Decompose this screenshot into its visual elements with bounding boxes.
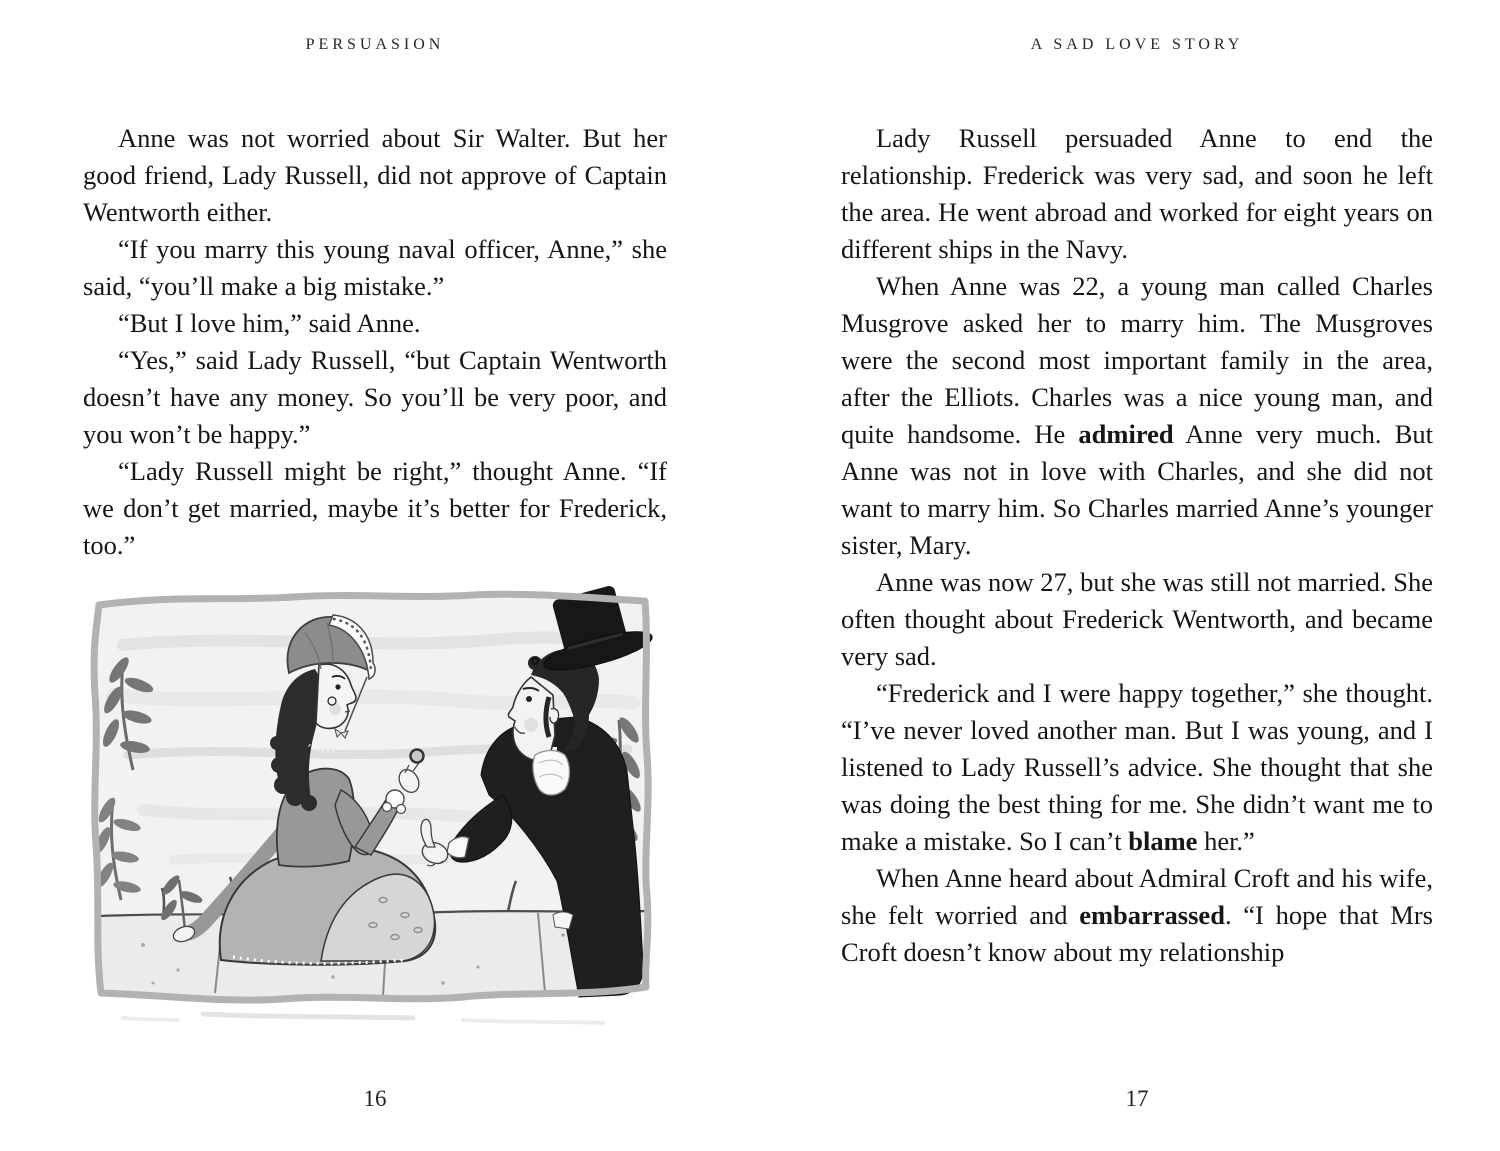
right-page [841, 0, 1433, 1151]
right-page-text [841, 120, 1433, 971]
left-page-text [83, 120, 667, 564]
text-segment: “Frederick and I were happy together,” she thought. “I’ve never loved another man. But I was young, and I listened to Lady Russell’s advice. She thought that she was doing the best thing for me. She didn’t want me to make a mistake. So I can’t [841, 678, 1433, 856]
left-running-head: PERSUASION [305, 36, 445, 53]
paragraph [841, 860, 1433, 971]
right-running-head: A SAD LOVE STORY [1030, 36, 1244, 53]
illustration-svg [83, 585, 661, 1030]
bold-vocabulary-word: admired [1078, 419, 1174, 449]
paragraph [83, 305, 667, 342]
text-segment: Anne was not worried about Sir Walter. But her good friend, Lady Russell, did not approve of Captain Wentworth either. [83, 123, 667, 227]
text-segment: When Anne heard about Admiral Croft and his wife, she felt worried and [841, 863, 1433, 930]
text-segment: her.” [1197, 826, 1255, 856]
paragraph [83, 453, 667, 564]
ring-icon [411, 750, 424, 763]
ground-shading [123, 1014, 603, 1023]
paragraph [841, 564, 1433, 675]
paragraph [841, 268, 1433, 564]
paragraph [83, 231, 667, 305]
left-page-number: 16 [363, 1086, 387, 1111]
paragraph [83, 120, 667, 231]
paragraph [841, 120, 1433, 268]
story-illustration [83, 585, 661, 1030]
text-segment: Anne very much. But Anne was not in love with Charles, and she did not want to marry him. So Charles married Anne’s younger sister, Mary. [841, 419, 1433, 560]
text-segment: “But I love him,” said Anne. [118, 308, 421, 338]
text-segment: Anne was now 27, but she was still not married. She often thought about Frederick Wentworth, and became very sad. [841, 567, 1433, 671]
left-page [83, 0, 667, 1151]
bold-vocabulary-word: blame [1128, 826, 1198, 856]
text-segment: When Anne was 22, a young man called Charles Musgrove asked her to marry him. The Musgroves were the second most important family in the area, after the Elliots. Charles was a nice young man, and quite handsome. He [841, 271, 1433, 449]
bold-vocabulary-word: embarrassed [1079, 900, 1225, 930]
text-segment: “If you marry this young naval officer, Anne,” she said, “you’ll make a big mistake.” [83, 234, 667, 301]
text-segment: . “I hope that Mrs Croft doesn’t know about my relationship [841, 900, 1433, 967]
text-segment: “Yes,” said Lady Russell, “but Captain Wentworth doesn’t have any money. So you’ll be very poor, and you won’t be happy.” [83, 345, 667, 449]
text-segment: Lady Russell persuaded Anne to end the relationship. Frederick was very sad, and soon he left the area. He went abroad and worked for eight years on different ships in the Navy. [841, 123, 1433, 264]
text-segment: “Lady Russell might be right,” thought Anne. “If we don’t get married, maybe it’s better for Frederick, too.” [83, 456, 667, 560]
paragraph [83, 342, 667, 453]
right-page-number: 17 [1125, 1086, 1149, 1111]
paragraph [841, 675, 1433, 860]
